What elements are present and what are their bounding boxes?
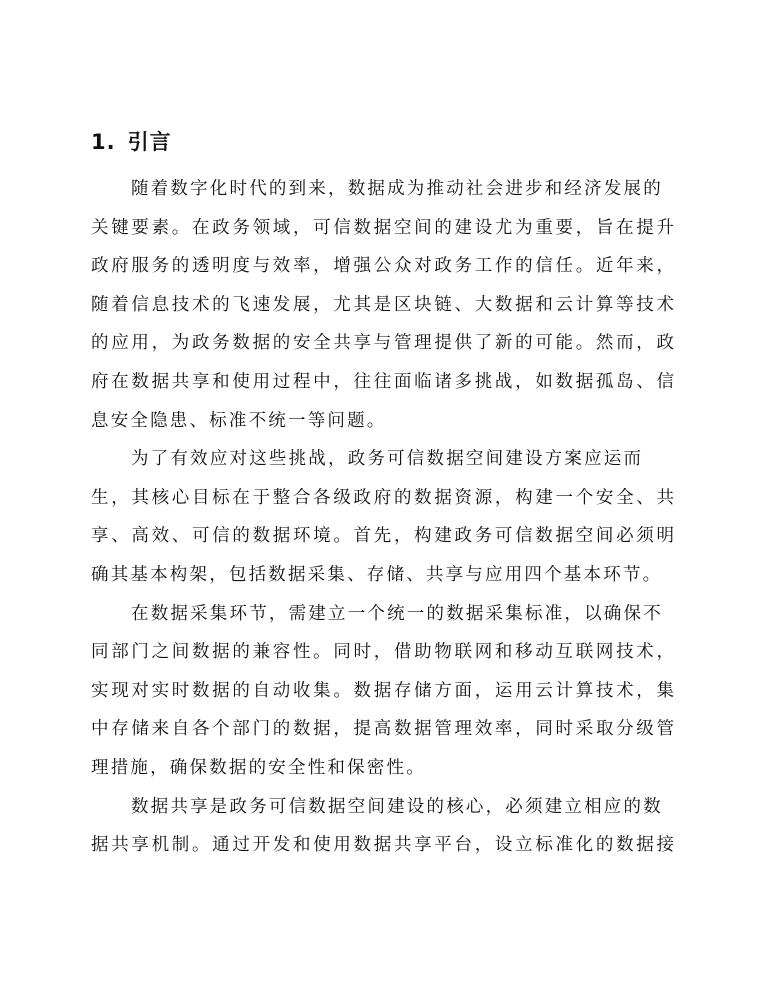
text-line: 的应用，为政务数据的安全共享与管理提供了新的可能。然而，政 bbox=[91, 333, 674, 354]
paragraph-2 bbox=[91, 440, 674, 594]
text-line: 享、高效、可信的数据环境。首先，构建政务可信数据空间必须明 bbox=[91, 526, 674, 547]
text-line: 生，其核心目标在于整合各级政府的数据资源，构建一个安全、共 bbox=[91, 487, 674, 508]
section-number: 1. bbox=[91, 130, 116, 155]
section-title: 引言 bbox=[127, 130, 172, 155]
body-text bbox=[91, 170, 674, 865]
text-line: 中存储来自各个部门的数据，提高数据管理效率，同时采取分级管 bbox=[91, 719, 674, 740]
paragraph-3 bbox=[91, 595, 674, 788]
text-line: 在数据采集环节，需建立一个统一的数据采集标准，以确保不 bbox=[131, 603, 663, 624]
section-heading bbox=[91, 126, 172, 158]
text-line: 随着数字化时代的到来，数据成为推动社会进步和经济发展的 bbox=[131, 179, 663, 199]
text-line: 息安全隐患、标准不统一等问题。 bbox=[91, 410, 387, 431]
text-line: 确其基本构架，包括数据采集、存储、共享与应用四个基本环节。 bbox=[91, 564, 663, 585]
text-line: 数据共享是政务可信数据空间建设的核心，必须建立相应的数 bbox=[131, 796, 663, 817]
text-line: 据共享机制。通过开发和使用数据共享平台，设立标准化的数据接 bbox=[91, 835, 674, 856]
text-line: 实现对实时数据的自动收集。数据存储方面，运用云计算技术，集 bbox=[91, 680, 674, 701]
text-line: 政府服务的透明度与效率，增强公众对政务工作的信任。近年来， bbox=[91, 256, 674, 277]
paragraph-4 bbox=[91, 788, 674, 865]
text-line: 理措施，确保数据的安全性和保密性。 bbox=[91, 757, 426, 778]
text-line: 关键要素。在政务领域，可信数据空间的建设尤为重要，旨在提升 bbox=[91, 217, 674, 238]
text-line: 府在数据共享和使用过程中，往往面临诸多挑战，如数据孤岛、信 bbox=[91, 371, 674, 392]
text-line: 随着信息技术的飞速发展，尤其是区块链、大数据和云计算等技术 bbox=[91, 294, 674, 315]
text-line: 同部门之间数据的兼容性。同时，借助物联网和移动互联网技术， bbox=[91, 642, 674, 663]
paragraph-1 bbox=[91, 170, 674, 440]
text-line: 为了有效应对这些挑战，政务可信数据空间建设方案应运而 bbox=[131, 449, 644, 470]
